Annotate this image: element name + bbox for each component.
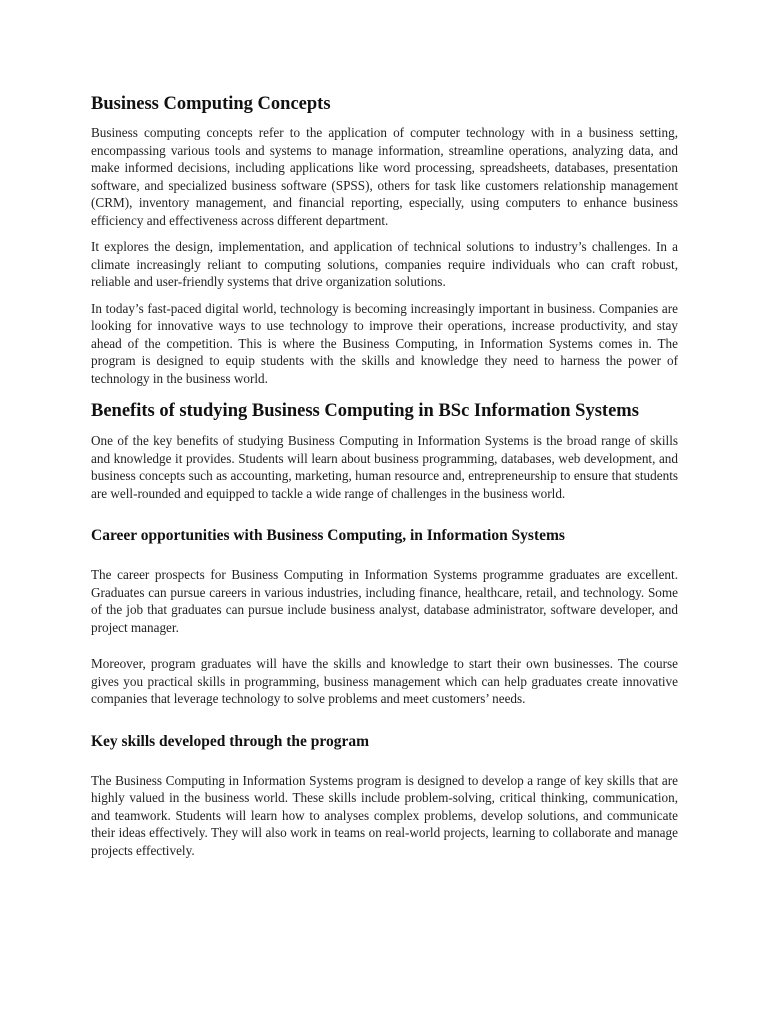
paragraph-benefits: One of the key benefits of studying Business Computing in Information Systems is the broad range of skills and knowledge it provides. Students will learn about business programming, databases, web development, and business concepts such as accounting, marketing, human resource and, entrepreneurship to ensure that students are well-rounded and equipped to tackle a wide range of challenges in the business world. — [91, 433, 678, 501]
paragraph-design-implementation: It explores the design, implementation, and application of technical solutions to industry’s challenges. In a climate increasingly reliant to computing solutions, companies require individuals who can craft robust, reliable and user-friendly systems that drive organization solutions. — [91, 239, 678, 289]
paragraph-career-prospects: The career prospects for Business Computing in Information Systems programme graduates are excellent. Graduates can pursue careers in various industries, including finance, healthcare, retail, and technology. Some of the job that graduates can pursue include business analyst, database administrator, software developer, and project manager. — [91, 567, 678, 635]
paragraph-definition: Business computing concepts refer to the application of computer technology with in a business setting, encompassing various tools and systems to manage information, streamline operations, analyzing data, and make informed decisions, including applications like word processing, spreadsheets, databases, presentation software, and specialized business software (SPSS), others for task like customers relationship management (CRM), inventory management, and financial reporting, especially, using computers to enhance business efficiency and effectiveness across different department. — [91, 125, 678, 228]
section-heading-benefits: Benefits of studying Business Computing in BSc Information Systems — [91, 401, 639, 421]
section-heading-key-skills: Key skills developed through the program — [91, 732, 370, 750]
section-heading-business-computing-concepts: Business Computing Concepts — [91, 94, 331, 114]
document-page — [91, 92, 678, 859]
paragraph-digital-world: In today’s fast-paced digital world, technology is becoming increasingly important in business. Companies are looking for innovative ways to use technology to improve their operations, increase productivity, and stay ahead of the competition. This is where the Business Computing, in Information Systems comes in. The program is designed to equip students with the skills and knowledge they need to harness the power of technology in the business world. — [91, 300, 678, 386]
paragraph-key-skills: The Business Computing in Information Systems program is designed to develop a range of key skills that are highly valued in the business world. These skills include problem-solving, critical thinking, communication, and teamwork. Students will learn how to analyses complex problems, develop solutions, and communicate their ideas effectively. They will also work in teams on real-world projects, learning to collaborate and manage projects effectively. — [91, 772, 678, 858]
paragraph-entrepreneurship: Moreover, program graduates will have the skills and knowledge to start their own businesses. The course gives you practical skills in programming, business management which can help graduates create innovative companies that leverage technology to solve problems and meet customers’ needs. — [91, 656, 678, 706]
section-heading-career-opportunities: Career opportunities with Business Computing, in Information Systems — [91, 527, 565, 544]
